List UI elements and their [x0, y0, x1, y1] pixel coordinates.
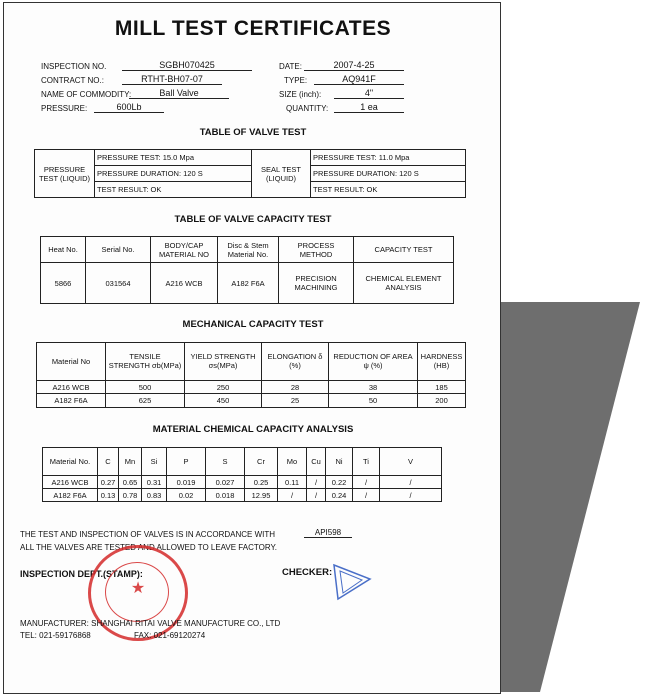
- mechanical-header: ELONGATION δ (%): [262, 343, 329, 381]
- pressure-test-result: TEST RESULT: OK: [95, 182, 252, 198]
- seal-test-label: SEAL TEST (LIQUID): [252, 150, 311, 198]
- chemical-cell: A216 WCB: [43, 476, 98, 489]
- chemical-header: C: [98, 448, 119, 476]
- page-shadow-shape: [501, 302, 640, 692]
- quantity-label: QUANTITY:: [286, 104, 329, 113]
- capacity-test-table: [40, 236, 454, 304]
- mechanical-cell: 625: [106, 394, 185, 408]
- commodity-label: NAME OF COMMODITY:: [41, 90, 132, 99]
- chemical-cell: 12.95: [245, 489, 278, 502]
- capacity-header: CAPACITY TEST: [354, 237, 454, 263]
- fax-text: FAX: 021-69120274: [134, 631, 206, 640]
- chemical-header: S: [206, 448, 245, 476]
- mechanical-cell: 250: [185, 380, 262, 394]
- mechanical-header: REDUCTION OF AREA ψ (%): [329, 343, 418, 381]
- mechanical-heading: MECHANICAL CAPACITY TEST: [182, 319, 324, 330]
- mechanical-cell: 200: [418, 394, 466, 408]
- chemical-cell: A182 F6A: [43, 489, 98, 502]
- capacity-cell: PRECISION MACHINING: [279, 263, 354, 304]
- mechanical-cell: 450: [185, 394, 262, 408]
- capacity-header: Disc & Stem Material No.: [218, 237, 279, 263]
- capacity-cell: CHEMICAL ELEMENT ANALYSIS: [354, 263, 454, 304]
- capacity-header: Heat No.: [41, 237, 86, 263]
- chemical-cell: /: [353, 476, 380, 489]
- chemical-cell: /: [307, 476, 326, 489]
- chemical-cell: /: [278, 489, 307, 502]
- mechanical-cell: A216 WCB: [37, 380, 106, 394]
- mechanical-header: TENSILE STRENGTH σb(MPa): [106, 343, 185, 381]
- chemical-cell: /: [380, 489, 442, 502]
- chemical-cell: 0.02: [167, 489, 206, 502]
- pressure-test-value: PRESSURE TEST: 15.0 Mpa: [95, 150, 252, 166]
- size-value: 4": [334, 88, 404, 99]
- chemical-header: P: [167, 448, 206, 476]
- type-label: TYPE:: [284, 76, 308, 85]
- size-label: SIZE (inch):: [279, 90, 322, 99]
- date-label: DATE:: [279, 62, 302, 71]
- capacity-header: PROCESS METHOD: [279, 237, 354, 263]
- capacity-test-heading: TABLE OF VALVE CAPACITY TEST: [174, 214, 332, 225]
- chemical-table: [42, 447, 442, 502]
- pressure-test-label: PRESSURE TEST (LIQUID): [35, 150, 95, 198]
- chemical-cell: 0.019: [167, 476, 206, 489]
- capacity-cell: A216 WCB: [151, 263, 218, 304]
- chemical-header: Ni: [326, 448, 353, 476]
- accordance-text: THE TEST AND INSPECTION OF VALVES IS IN ACCORDANCE WITH: [20, 530, 276, 539]
- pressure-label: PRESSURE:: [41, 104, 88, 113]
- chemical-cell: 0.13: [98, 489, 119, 502]
- seal-duration: PRESSURE DURATION: 120 S: [311, 166, 466, 182]
- mechanical-cell: 38: [329, 380, 418, 394]
- mechanical-header: YIELD STRENGTH σs(MPa): [185, 343, 262, 381]
- contract-no-label: CONTRACT NO.:: [41, 76, 104, 85]
- tel-text: TEL: 021-59176868: [20, 631, 91, 640]
- mechanical-cell: 185: [418, 380, 466, 394]
- capacity-header: BODY/CAP MATERIAL NO: [151, 237, 218, 263]
- mechanical-cell: 500: [106, 380, 185, 394]
- mechanical-cell: 50: [329, 394, 418, 408]
- chemical-cell: 0.25: [245, 476, 278, 489]
- manufacturer-text: MANUFACTURER: SHANGHAI RITAI VALVE MANUFACTURE CO., LTD: [20, 619, 281, 628]
- inspection-no-label: INSPECTION NO.: [41, 62, 107, 71]
- checker-stamp-icon: [330, 559, 374, 603]
- mechanical-cell: A182 F6A: [37, 394, 106, 408]
- chemical-cell: /: [307, 489, 326, 502]
- pressure-duration: PRESSURE DURATION: 120 S: [95, 166, 252, 182]
- chemical-cell: /: [380, 476, 442, 489]
- chemical-cell: 0.31: [142, 476, 167, 489]
- chemical-cell: 0.22: [326, 476, 353, 489]
- checker-label: CHECKER:: [282, 567, 333, 578]
- chemical-cell: 0.018: [206, 489, 245, 502]
- mechanical-header: HARDNESS (HB): [418, 343, 466, 381]
- inspection-stamp-icon: ★: [88, 545, 188, 641]
- mechanical-cell: 25: [262, 394, 329, 408]
- chemical-header: Mo: [278, 448, 307, 476]
- chemical-cell: 0.83: [142, 489, 167, 502]
- commodity-value: Ball Valve: [129, 88, 229, 99]
- mechanical-cell: 28: [262, 380, 329, 394]
- valve-test-table: [34, 149, 466, 198]
- pressure-value: 600Lb: [94, 102, 164, 113]
- type-value: AQ941F: [314, 74, 404, 85]
- chemical-cell: 0.27: [98, 476, 119, 489]
- chemical-cell: 0.24: [326, 489, 353, 502]
- capacity-header: Serial No.: [86, 237, 151, 263]
- inspection-no-value: SGBH070425: [122, 60, 252, 71]
- chemical-header: Si: [142, 448, 167, 476]
- chemical-header: Cu: [307, 448, 326, 476]
- chemical-header: Material No.: [43, 448, 98, 476]
- mechanical-table: [36, 342, 466, 408]
- chemical-cell: /: [353, 489, 380, 502]
- contract-no-value: RTHT-BH07-07: [122, 74, 222, 85]
- capacity-cell: A182 F6A: [218, 263, 279, 304]
- allowed-text: ALL THE VALVES ARE TESTED AND ALLOWED TO LEAVE FACTORY.: [20, 543, 277, 552]
- inspection-dept-label: INSPECTION DEPT.(STAMP):: [20, 569, 143, 579]
- seal-test-value: PRESSURE TEST: 11.0 Mpa: [311, 150, 466, 166]
- valve-test-heading: TABLE OF VALVE TEST: [199, 127, 307, 138]
- standard-value: API598: [304, 528, 352, 538]
- chemical-cell: 0.027: [206, 476, 245, 489]
- chemical-cell: 0.78: [119, 489, 142, 502]
- capacity-cell: 5866: [41, 263, 86, 304]
- chemical-cell: 0.11: [278, 476, 307, 489]
- page-title: MILL TEST CERTIFICATES: [114, 17, 392, 40]
- mechanical-header: Material No: [37, 343, 106, 381]
- capacity-cell: 031564: [86, 263, 151, 304]
- chemical-cell: 0.65: [119, 476, 142, 489]
- date-value: 2007-4-25: [304, 60, 404, 71]
- chemical-header: Cr: [245, 448, 278, 476]
- chemical-heading: MATERIAL CHEMICAL CAPACITY ANALYSIS: [152, 424, 354, 435]
- chemical-header: Ti: [353, 448, 380, 476]
- chemical-header: Mn: [119, 448, 142, 476]
- seal-test-result: TEST RESULT: OK: [311, 182, 466, 198]
- quantity-value: 1 ea: [334, 102, 404, 113]
- chemical-header: V: [380, 448, 442, 476]
- certificate-page: [3, 2, 501, 694]
